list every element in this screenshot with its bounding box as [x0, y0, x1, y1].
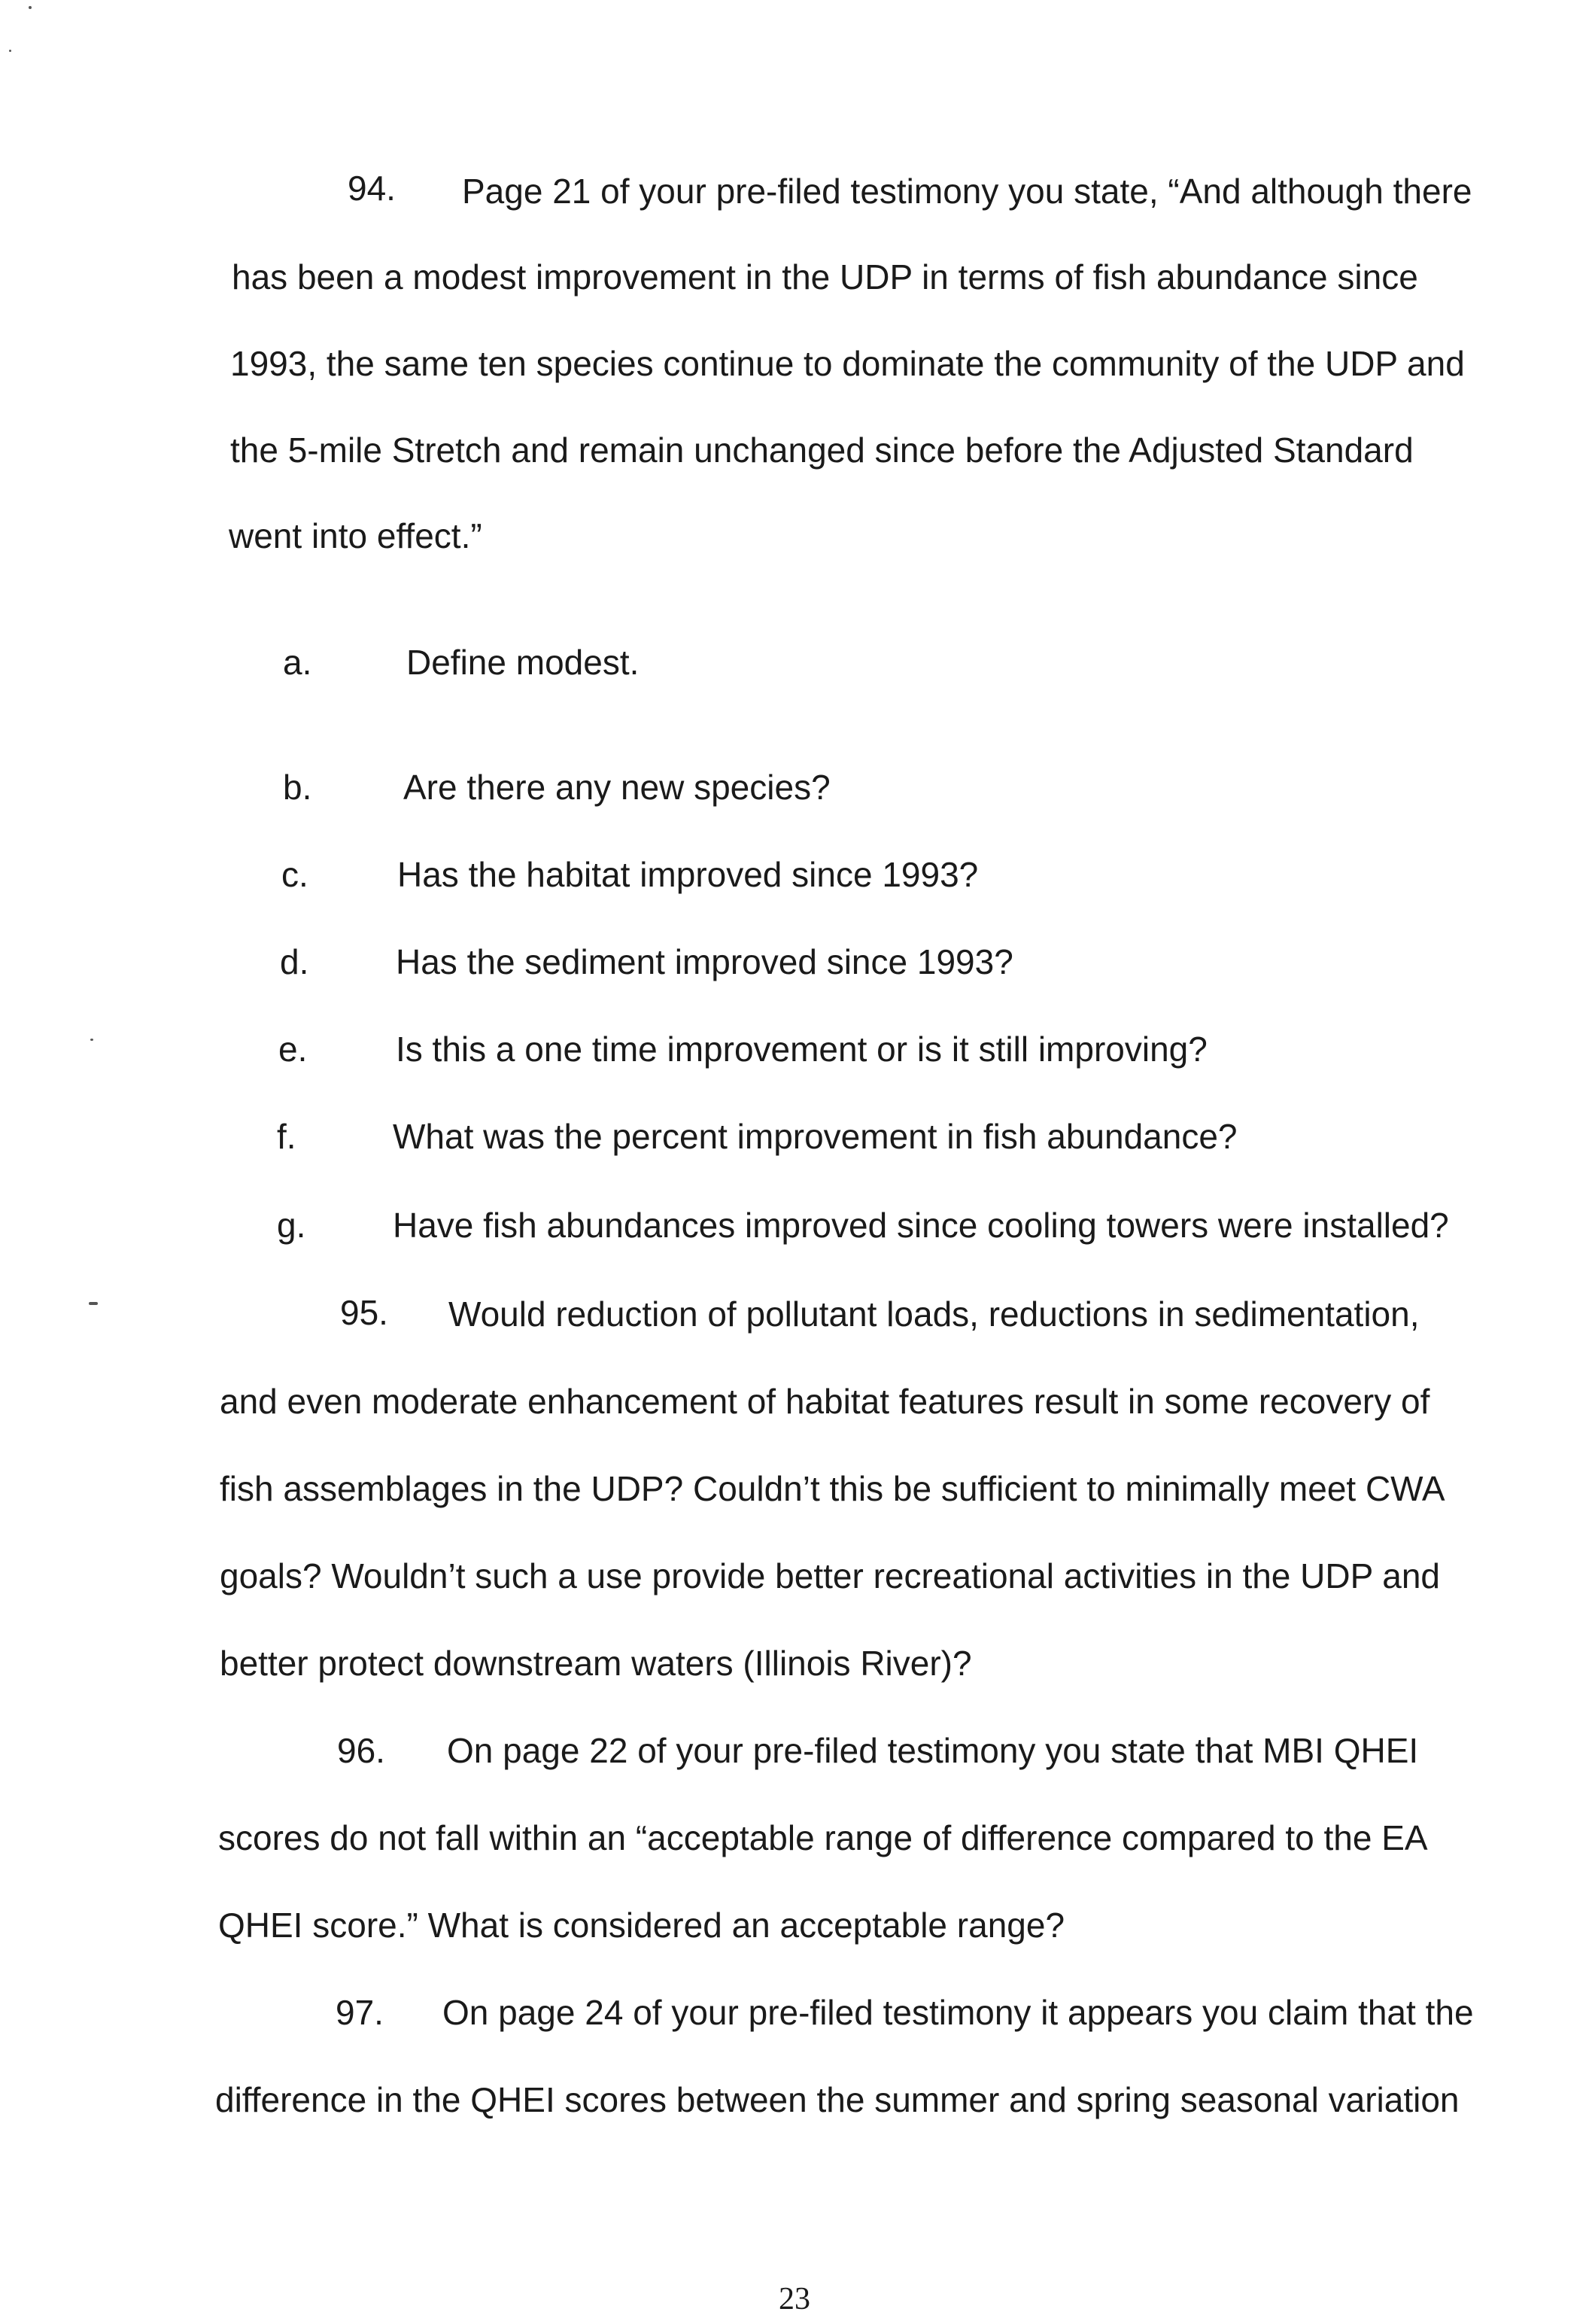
paragraph-line: goals? Wouldn’t such a use provide better recreational activities in the UDP and [220, 1556, 1440, 1595]
scan-speck [9, 50, 11, 52]
sub-question-letter: b. [283, 768, 312, 807]
paragraph-line: On page 22 of your pre-filed testimony you state that MBI QHEI [447, 1731, 1419, 1770]
paragraph-line: difference in the QHEI scores between the summer and spring seasonal variation [215, 2080, 1460, 2119]
paragraph-number: 94. [348, 169, 396, 208]
sub-question-letter: a. [283, 643, 312, 682]
sub-question-text: Is this a one time improvement or is it still improving? [396, 1030, 1208, 1069]
scan-speck [29, 6, 32, 9]
paragraph-line: Would reduction of pollutant loads, reductions in sedimentation, [448, 1294, 1420, 1334]
scan-speck [89, 1302, 98, 1305]
sub-question-letter: d. [280, 942, 309, 981]
paragraph-line: 1993, the same ten species continue to dominate the community of the UDP and [230, 344, 1465, 383]
sub-question-text: Has the sediment improved since 1993? [396, 942, 1013, 981]
paragraph-line: QHEI score.” What is considered an acceptable range? [218, 1906, 1065, 1945]
paragraph-line: the 5-mile Stretch and remain unchanged since before the Adjusted Standard [230, 430, 1414, 470]
paragraph-line: has been a modest improvement in the UDP in terms of fish abundance since [232, 257, 1418, 297]
paragraph-number: 95. [340, 1293, 388, 1332]
sub-question-letter: f. [277, 1117, 296, 1156]
paragraph-line: went into effect.” [229, 516, 482, 555]
paragraph-line: scores do not fall within an “acceptable range of difference compared to the EA [218, 1818, 1428, 1857]
sub-question-letter: g. [277, 1206, 306, 1245]
scan-speck [90, 1039, 93, 1041]
paragraph-line: Page 21 of your pre-filed testimony you state, “And although there [462, 172, 1472, 211]
sub-question-text: Has the habitat improved since 1993? [397, 855, 979, 894]
paragraph-line: fish assemblages in the UDP? Couldn’t this be sufficient to minimally meet CWA [220, 1469, 1445, 1508]
sub-question-text: Are there any new species? [403, 768, 831, 807]
paragraph-number: 97. [336, 1993, 384, 2032]
paragraph-line: and even moderate enhancement of habitat features result in some recovery of [220, 1382, 1430, 1421]
sub-question-text: Have fish abundances improved since cooling towers were installed? [393, 1206, 1449, 1245]
sub-question-letter: c. [281, 855, 308, 894]
paragraph-line: On page 24 of your pre-filed testimony it appears you claim that the [442, 1993, 1474, 2032]
paragraph-number: 96. [337, 1731, 385, 1770]
paragraph-line: better protect downstream waters (Illinois River)? [220, 1644, 972, 1683]
page-number: 23 [779, 2282, 810, 2316]
sub-question-text: Define modest. [406, 643, 640, 682]
sub-question-letter: e. [278, 1030, 308, 1069]
sub-question-text: What was the percent improvement in fish abundance? [393, 1117, 1238, 1156]
